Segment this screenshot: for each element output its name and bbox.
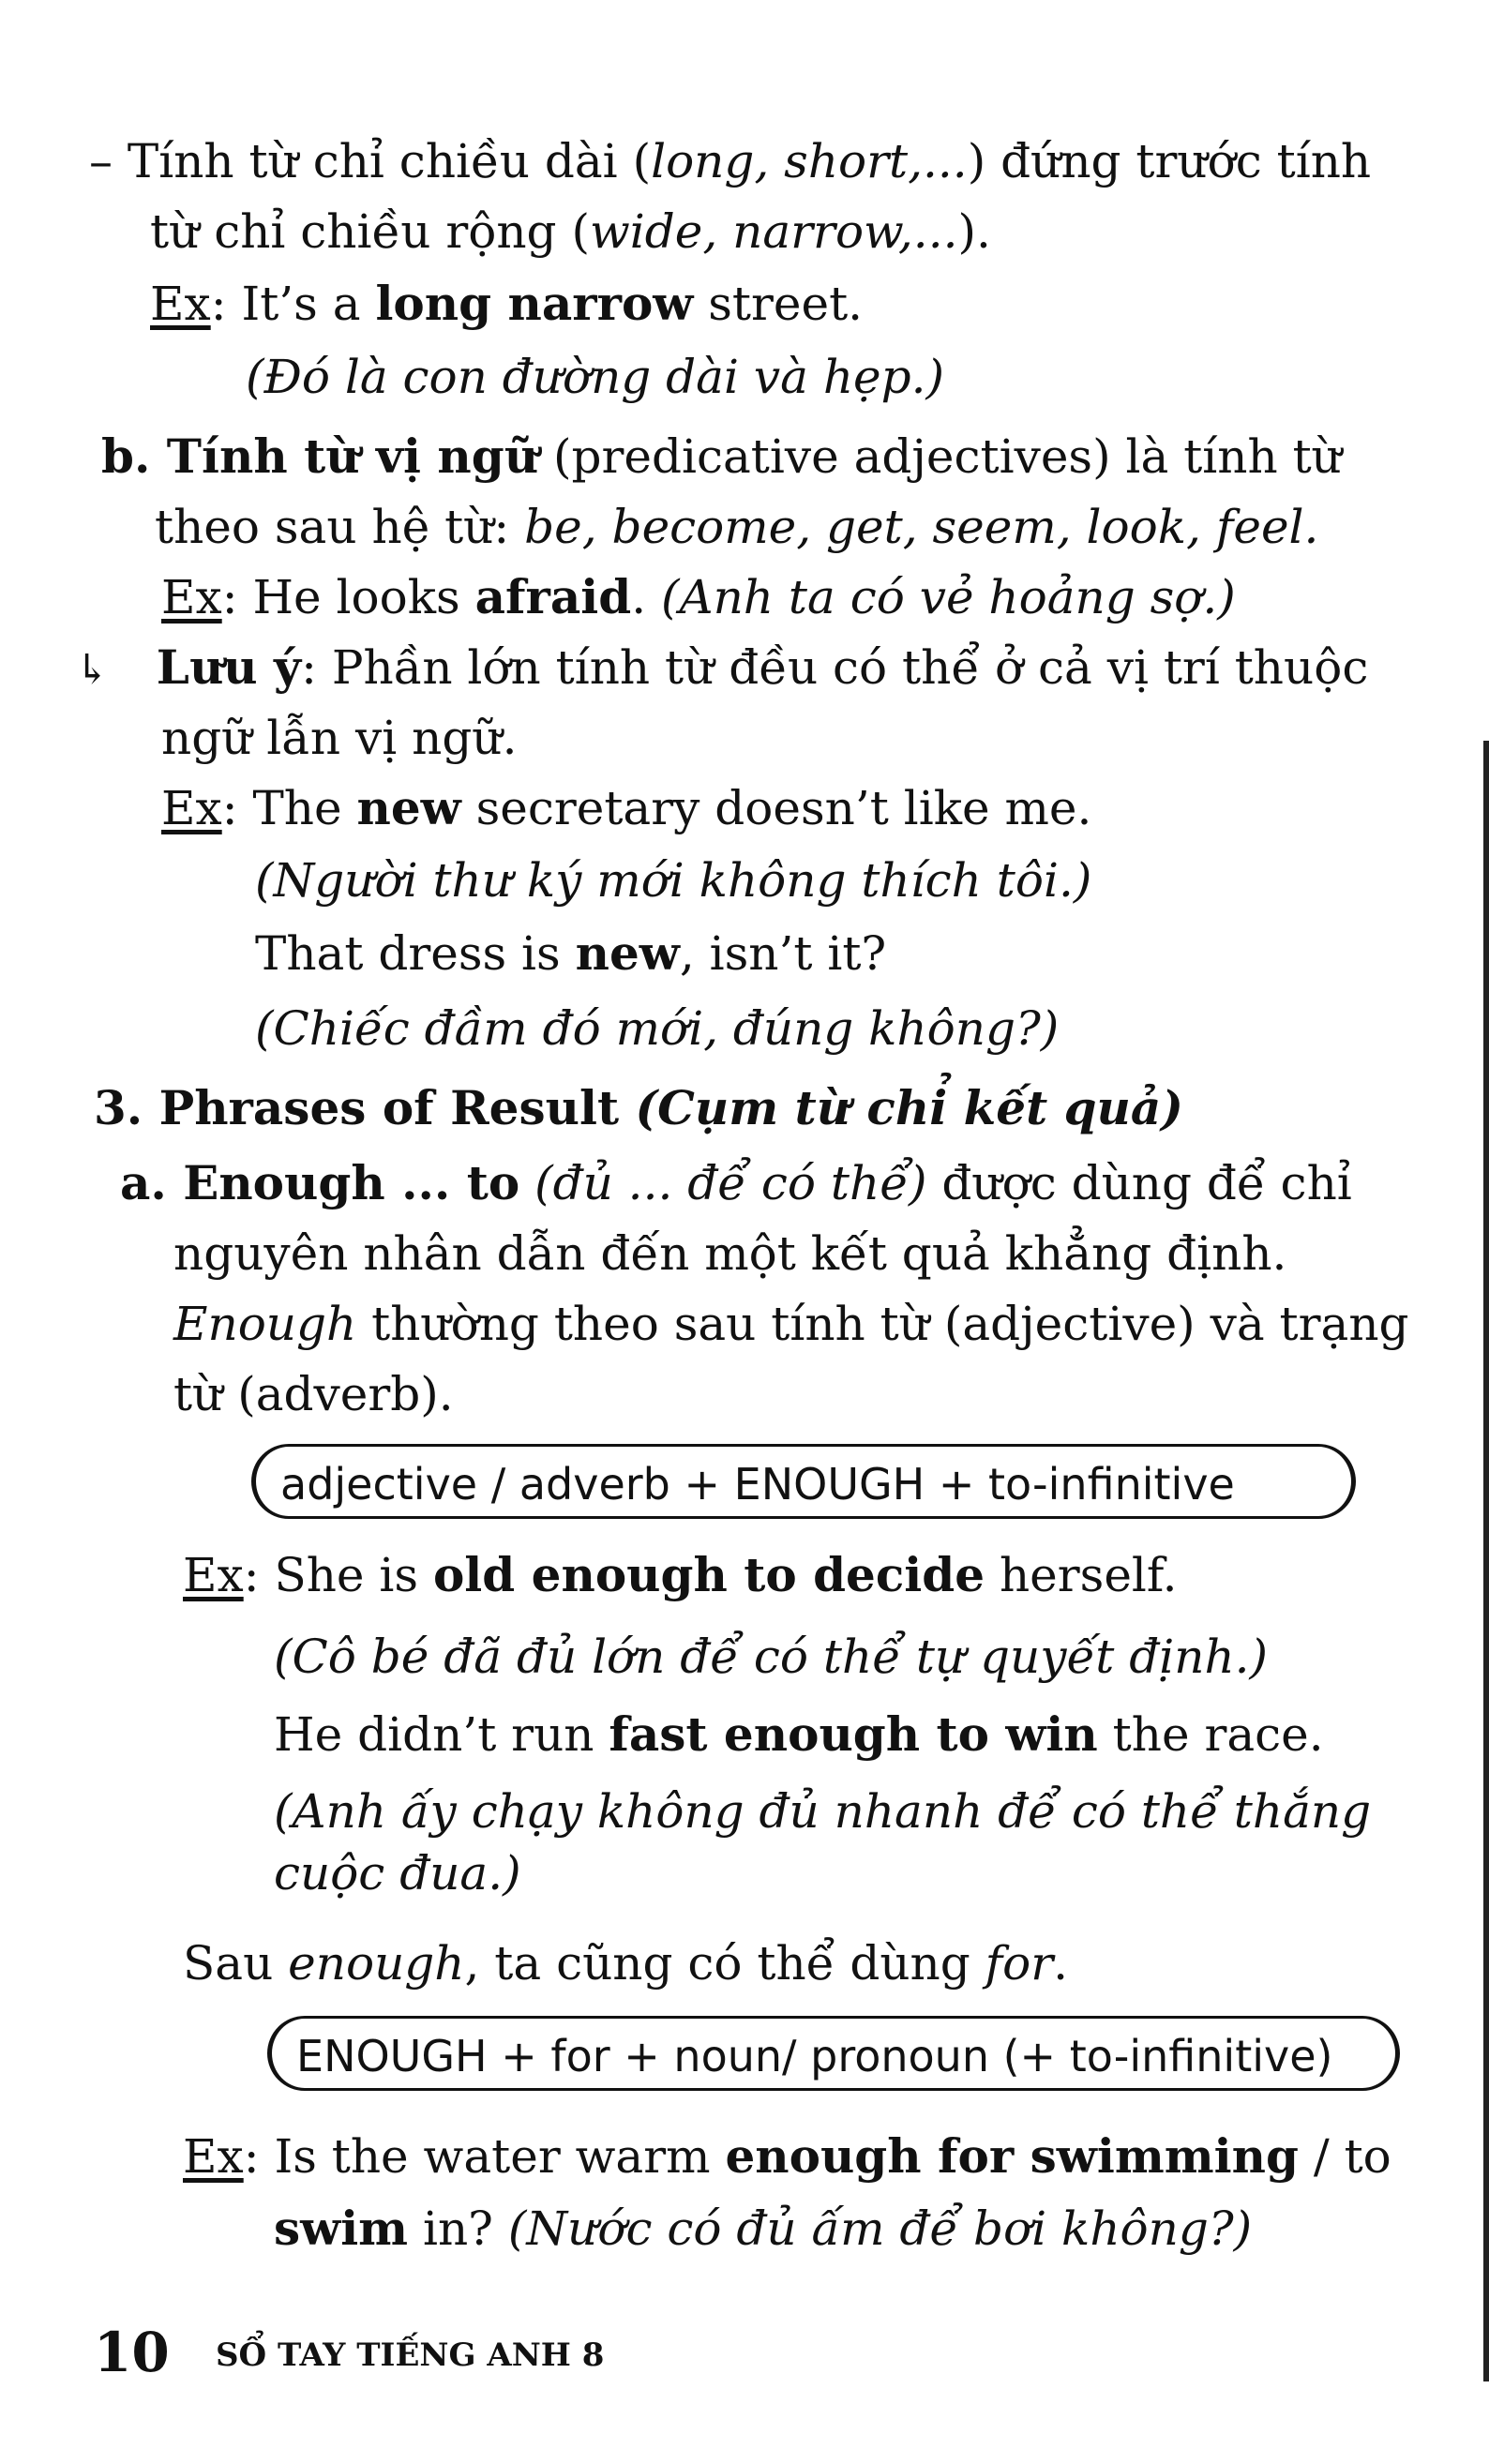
formula-box bbox=[251, 1444, 1356, 1519]
italic-text: long, short,... bbox=[651, 134, 968, 188]
text: , ta cũng có thể dùng bbox=[464, 1936, 985, 1991]
translation-line: cuộc đua.) bbox=[274, 1846, 521, 1901]
text-line bbox=[183, 1933, 1068, 1993]
ex-label: Ex bbox=[150, 277, 211, 331]
text: theo sau hệ từ: bbox=[155, 500, 525, 554]
text: ). bbox=[957, 204, 991, 259]
bold-text: new bbox=[356, 780, 461, 835]
text: thường theo sau tính từ (adjective) và trạng bbox=[356, 1297, 1409, 1351]
text: , isn’t it? bbox=[679, 926, 887, 981]
bold-text: fast enough to win bbox=[609, 1706, 1098, 1762]
example-line bbox=[274, 1705, 1324, 1765]
text: That dress is bbox=[255, 926, 576, 981]
italic-text: be, become, get, seem, look, feel. bbox=[524, 500, 1319, 554]
text-line bbox=[89, 131, 1371, 191]
formula-text: ENOUGH + for + noun/ pronoun (+ to-infinitive) bbox=[296, 2031, 1333, 2081]
text-line bbox=[101, 427, 1342, 487]
heading-text: 3. Phrases of Result bbox=[94, 1080, 636, 1135]
text: He didn’t run bbox=[274, 1707, 609, 1762]
bold-text: a. Enough ... to bbox=[120, 1155, 520, 1210]
bold-text: afraid bbox=[474, 569, 632, 624]
italic-text: (đủ ... để có thể) bbox=[519, 1156, 927, 1210]
text-line bbox=[155, 497, 1318, 557]
note-line bbox=[75, 638, 1368, 700]
text: herself. bbox=[985, 1548, 1178, 1602]
text: / to bbox=[1298, 2129, 1391, 2184]
text: in? bbox=[408, 2201, 508, 2256]
italic-text: wide, narrow,... bbox=[589, 204, 958, 259]
example-line bbox=[150, 274, 863, 334]
text-line: từ (adverb). bbox=[173, 1367, 454, 1421]
italic-text: enough bbox=[288, 1936, 465, 1991]
example-line bbox=[255, 924, 886, 984]
text: (predicative adjectives) là tính từ bbox=[538, 429, 1342, 484]
translation-line: (Chiếc đầm đó mới, đúng không?) bbox=[255, 1001, 1060, 1056]
translation-line: (Anh ấy chạy không đủ nhanh để có thể thắng bbox=[274, 1784, 1372, 1839]
pointing-arrow-icon: ↳ bbox=[75, 646, 110, 694]
translation-line: (Đó là con đường dài và hẹp.) bbox=[246, 350, 945, 404]
bold-text: old enough to decide bbox=[432, 1547, 985, 1602]
text: : Phần lớn tính từ đều có thể ở cả vị trí thuộc bbox=[301, 640, 1369, 695]
text-line bbox=[150, 202, 991, 262]
bold-text: long narrow bbox=[375, 276, 694, 331]
bold-text: new bbox=[575, 925, 680, 981]
text-line bbox=[173, 1294, 1409, 1354]
example-line bbox=[183, 2126, 1391, 2186]
ex-label: Ex bbox=[161, 570, 222, 624]
text-line: ngữ lẫn vị ngữ. bbox=[161, 711, 518, 765]
section-heading bbox=[94, 1078, 1183, 1138]
ex-label: Ex bbox=[161, 781, 222, 835]
subheading: b. Tính từ vị ngữ bbox=[101, 428, 539, 484]
example-line bbox=[161, 778, 1091, 838]
formula-box bbox=[267, 2016, 1400, 2091]
ex-label: Ex bbox=[183, 2129, 244, 2184]
text: : Is the water warm bbox=[243, 2129, 726, 2184]
text: Sau bbox=[183, 1936, 289, 1991]
example-line bbox=[274, 2199, 1252, 2259]
italic-text: (Nước có đủ ấm để bơi không?) bbox=[507, 2201, 1253, 2256]
ex-label: Ex bbox=[183, 1548, 244, 1602]
text: – Tính từ chỉ chiều dài ( bbox=[89, 134, 652, 188]
text: : It’s a bbox=[210, 277, 376, 331]
text: được dùng để chỉ bbox=[926, 1156, 1352, 1210]
text-line: nguyên nhân dẫn đến một kết quả khẳng định. bbox=[173, 1226, 1287, 1281]
text: : He looks bbox=[221, 570, 475, 624]
italic-text: Enough bbox=[173, 1297, 357, 1351]
bold-text: swim bbox=[274, 2201, 409, 2256]
italic-text: for bbox=[985, 1936, 1054, 1991]
text: . bbox=[631, 570, 661, 624]
example-line bbox=[183, 1545, 1178, 1605]
text: : She is bbox=[243, 1548, 433, 1602]
text: từ chỉ chiều rộng ( bbox=[150, 204, 590, 259]
page-edge-shadow bbox=[1483, 741, 1489, 2381]
text-line bbox=[120, 1153, 1352, 1213]
formula-text: adjective / adverb + ENOUGH + to-infinitive bbox=[280, 1459, 1235, 1510]
text: the race. bbox=[1097, 1707, 1324, 1762]
note-label: Lưu ý bbox=[156, 639, 302, 695]
italic-text: (Anh ta có vẻ hoảng sợ.) bbox=[660, 570, 1236, 624]
bold-text: enough for swimming bbox=[725, 2128, 1299, 2184]
text: . bbox=[1053, 1936, 1069, 1991]
text: street. bbox=[693, 277, 864, 331]
page-number: 10 bbox=[94, 2321, 170, 2384]
text: ) đứng trước tính bbox=[967, 134, 1372, 188]
translation-line: (Cô bé đã đủ lớn để có thể tự quyết định.) bbox=[274, 1630, 1269, 1684]
example-line bbox=[161, 567, 1236, 627]
translation-line: (Người thư ký mới không thích tôi.) bbox=[255, 853, 1092, 908]
book-title: SỔ TAY TIẾNG ANH 8 bbox=[216, 2336, 605, 2374]
heading-italic-text: (Cụm từ chỉ kết quả) bbox=[635, 1080, 1183, 1135]
text: : The bbox=[221, 781, 357, 835]
text: secretary doesn’t like me. bbox=[460, 781, 1092, 835]
